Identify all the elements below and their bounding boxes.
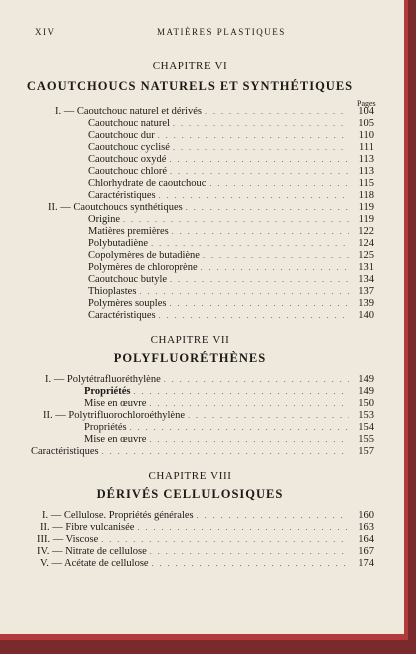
leader-dots — [164, 375, 349, 384]
toc-entry-page: 155 — [358, 434, 374, 445]
toc-entry-label: Copolymères de butadiène — [88, 250, 200, 261]
toc-entry-label: Caractéristiques — [31, 446, 99, 457]
toc-entry-page: 131 — [358, 262, 374, 273]
toc-entry-page: 150 — [358, 398, 374, 409]
toc-entry — [88, 238, 374, 250]
chapter-label: CHAPITRE VIII — [148, 470, 232, 482]
toc-entry-label: Caractéristiques — [88, 190, 156, 201]
toc-entry-page: 125 — [358, 250, 374, 261]
toc-entry — [88, 214, 374, 226]
leader-dots — [209, 179, 349, 188]
toc-entry-page: 122 — [358, 226, 374, 237]
toc-entry-label: II. — Fibre vulcanisée — [40, 522, 135, 533]
toc-entry-label: I. — Polytétrafluoréthylène — [45, 374, 161, 385]
leader-dots — [169, 299, 349, 308]
toc-entry-page: 153 — [358, 410, 374, 421]
toc-entry — [84, 422, 374, 434]
toc-entry — [55, 106, 374, 118]
leader-dots — [169, 155, 349, 164]
leader-dots — [158, 131, 349, 140]
toc-entry-label: Caoutchouc dur — [88, 130, 155, 141]
leader-dots — [149, 435, 349, 444]
toc-entry — [88, 190, 374, 202]
toc-entry-page: 113 — [358, 154, 374, 165]
chapter-label: CHAPITRE VI — [152, 60, 228, 72]
leader-dots — [173, 143, 349, 152]
toc-entry — [88, 178, 374, 190]
toc-entry-label: Caoutchouc butyle — [88, 274, 168, 285]
toc-entry-label: Caoutchouc chloré — [88, 166, 168, 177]
chapter-title: POLYFLUORÉTHÈNES — [113, 351, 267, 365]
leader-dots — [133, 387, 349, 396]
toc-entry — [43, 410, 374, 422]
toc-entry-page: 104 — [358, 106, 374, 117]
pages-column-label: Pages — [357, 99, 376, 108]
toc-entry — [88, 166, 374, 178]
toc-entry-page: 111 — [359, 142, 374, 153]
toc-entry-label: Mise en œuvre — [84, 434, 147, 445]
leader-dots — [150, 547, 349, 556]
toc-entry-label: Matières premières — [88, 226, 169, 237]
toc-entry-label: I. — Caoutchouc naturel et dérivés — [55, 106, 202, 117]
leader-dots — [137, 523, 349, 532]
toc-entry-page: 118 — [358, 190, 374, 201]
leader-dots — [102, 447, 349, 456]
leader-dots — [130, 423, 349, 432]
toc-entry-label: Thioplastes — [88, 286, 137, 297]
toc-entry-label: Caractéristiques — [88, 310, 156, 321]
leader-dots — [101, 535, 349, 544]
toc-entry-page: 110 — [358, 130, 374, 141]
chapter-label: CHAPITRE VII — [150, 334, 230, 346]
toc-entry-page: 139 — [358, 298, 374, 309]
toc-entry-label: Mise en œuvre — [84, 398, 147, 409]
toc-entry — [84, 386, 374, 398]
toc-entry — [40, 558, 374, 570]
toc-entry-page: 113 — [358, 166, 374, 177]
leader-dots — [151, 239, 349, 248]
leader-dots — [186, 203, 349, 212]
leader-dots — [203, 251, 349, 260]
chapter-title: CAOUTCHOUCS NATURELS ET SYNTHÉTIQUES — [26, 79, 354, 93]
leader-dots — [152, 559, 349, 568]
leader-dots — [139, 287, 349, 296]
toc-entry-page: 157 — [358, 446, 374, 457]
toc-entry-page: 140 — [358, 310, 374, 321]
toc-entry-page: 167 — [358, 546, 374, 557]
toc-entry — [88, 250, 374, 262]
toc-entry-label: Caoutchouc cyclisé — [88, 142, 170, 153]
leader-dots — [197, 511, 349, 520]
running-title: MATIÈRES PLASTIQUES — [157, 27, 286, 37]
toc-entry — [84, 398, 374, 410]
toc-entry-page: 164 — [358, 534, 374, 545]
toc-entry-label: Polymères souples — [88, 298, 167, 309]
toc-entry-page: 149 — [358, 374, 374, 385]
leader-dots — [173, 119, 349, 128]
leader-dots — [149, 399, 349, 408]
toc-entry — [88, 274, 374, 286]
toc-entry — [88, 286, 374, 298]
toc-entry — [37, 546, 374, 558]
toc-entry-label: Caoutchouc oxydé — [88, 154, 167, 165]
toc-entry-label: Caoutchouc naturel — [88, 118, 170, 129]
toc-entry — [88, 226, 374, 238]
page-folio: XIV — [35, 27, 56, 37]
toc-entry-label: Origine — [88, 214, 121, 225]
leader-dots — [205, 107, 349, 116]
toc-entry-page: 137 — [358, 286, 374, 297]
toc-entry-page: 124 — [358, 238, 374, 249]
toc-entry-label: II. — Caoutchoucs synthétiques — [48, 202, 183, 213]
toc-entry — [84, 434, 374, 446]
toc-entry-label: II. — Polytrifluorochloroéthylène — [43, 410, 186, 421]
toc-entry-page: 149 — [358, 386, 374, 397]
toc-entry-page: 134 — [358, 274, 374, 285]
toc-entry-label: V. — Acétate de cellulose — [40, 558, 149, 569]
toc-entry-page: 163 — [358, 522, 374, 533]
toc-entry — [42, 510, 374, 522]
leader-dots — [170, 167, 349, 176]
toc-entry — [88, 154, 374, 166]
toc-entry-label: III. — Viscose — [37, 534, 99, 545]
toc-entry-label: Propriétés — [84, 386, 131, 397]
toc-entry-label: Polymères de chloroprène — [88, 262, 198, 273]
toc-entry-page: 160 — [358, 510, 374, 521]
leader-dots — [123, 215, 349, 224]
toc-entry — [40, 522, 374, 534]
toc-entry-page: 119 — [358, 202, 374, 213]
toc-entry-page: 105 — [358, 118, 374, 129]
toc-entry — [48, 202, 374, 214]
toc-entry — [88, 118, 374, 130]
toc-entry-label: Polybutadiène — [88, 238, 149, 249]
toc-entry — [88, 142, 374, 154]
toc-entry-page: 154 — [358, 422, 374, 433]
toc-entry — [37, 534, 374, 546]
toc-entry-page: 119 — [358, 214, 374, 225]
toc-entry-page: 115 — [358, 178, 374, 189]
toc-entry — [88, 262, 374, 274]
leader-dots — [159, 311, 349, 320]
leader-dots — [188, 411, 349, 420]
toc-entry-label: IV. — Nitrate de cellulose — [37, 546, 147, 557]
toc-entry-label: Chlorhydrate de caoutchouc — [88, 178, 207, 189]
leader-dots — [170, 275, 349, 284]
toc-entry-label: I. — Cellulose. Propriétés générales — [42, 510, 194, 521]
toc-entry-page: 174 — [358, 558, 374, 569]
toc-entry-label: Propriétés — [84, 422, 127, 433]
leader-dots — [172, 227, 349, 236]
leader-dots — [159, 191, 349, 200]
toc-entry — [45, 374, 374, 386]
toc-entry — [88, 310, 374, 322]
toc-entry — [88, 298, 374, 310]
toc-entry — [88, 130, 374, 142]
leader-dots — [201, 263, 349, 272]
toc-entry — [31, 446, 374, 458]
chapter-title: DÉRIVÉS CELLULOSIQUES — [96, 487, 284, 501]
